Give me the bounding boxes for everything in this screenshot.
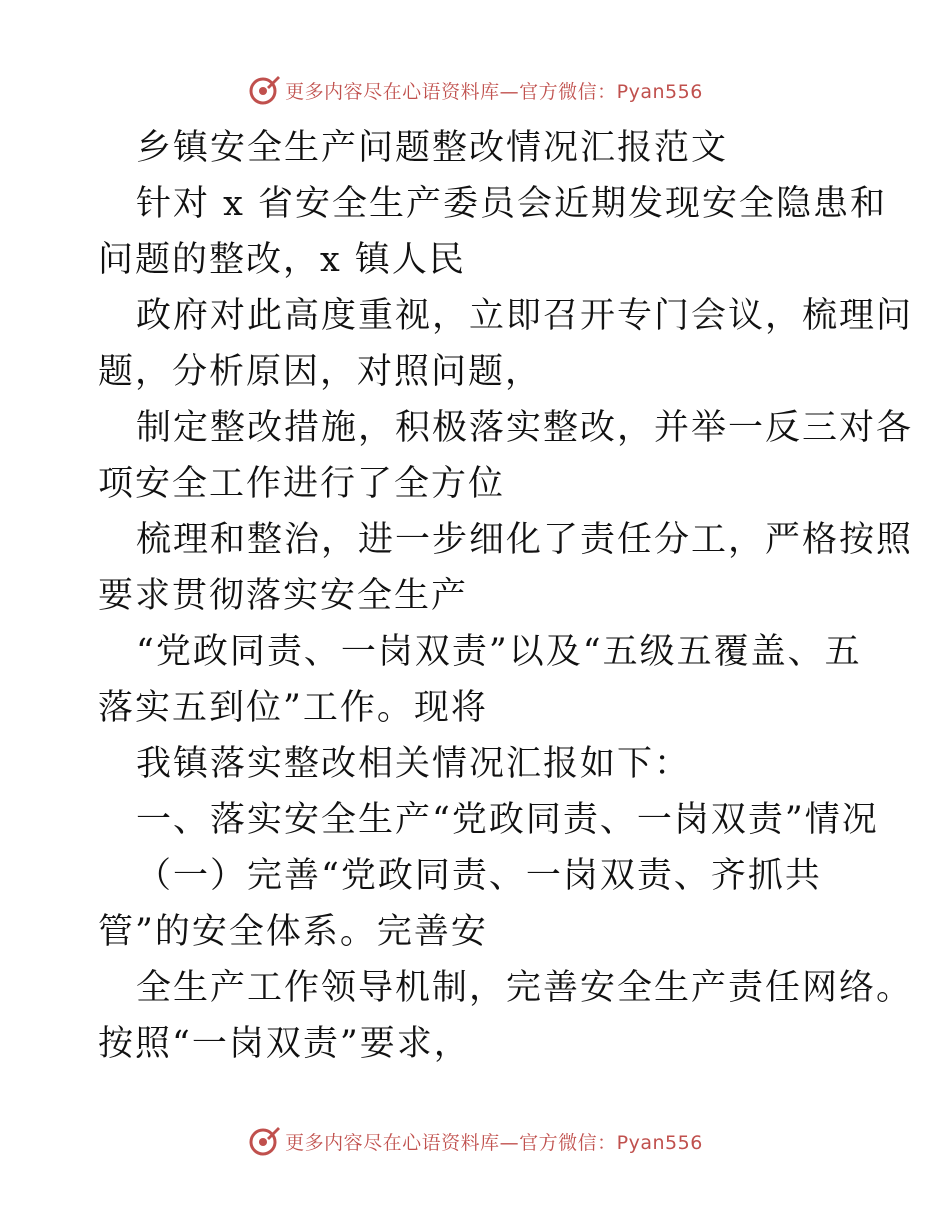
subsection-heading: （一）完善“党政同责、一岗双责、齐抓共	[136, 856, 822, 896]
header-watermark	[0, 70, 950, 110]
pen-logo-icon	[247, 73, 281, 107]
paragraph-line: 全生产工作领导机制，完善安全生产责任网络。	[136, 968, 914, 1008]
paragraph-line: 项安全工作进行了全方位	[98, 464, 506, 504]
paragraph-line: 要求贯彻落实安全生产	[98, 576, 469, 616]
paragraph-line: 落实五到位”工作。现将	[98, 688, 488, 728]
watermark-text: 更多内容尽在心语资料库—官方微信：Pyan556	[285, 80, 703, 103]
paragraph-line: 政府对此高度重视，立即召开专门会议，梳理问	[136, 296, 914, 336]
section-heading: 一、落实安全生产“党政同责、一岗双责”情况	[136, 800, 879, 840]
paragraph-line: 题，分析原因，对照问题，	[98, 352, 543, 392]
paragraph-line: 梳理和整治，进一步细化了责任分工，严格按照	[136, 520, 914, 560]
paragraph-line: 制定整改措施，积极落实整改，并举一反三对各	[136, 408, 914, 448]
watermark-text: 更多内容尽在心语资料库—官方微信：Pyan556	[285, 1131, 703, 1154]
paragraph-line: 我镇落实整改相关情况汇报如下：	[136, 744, 692, 784]
paragraph-line: 针对 x 省安全生产委员会近期发现安全隐患和	[136, 184, 887, 224]
paragraph-line: 按照“一岗双责”要求，	[98, 1024, 471, 1064]
pen-logo-icon	[247, 1124, 281, 1158]
paragraph-line: 管”的安全体系。完善安	[98, 912, 488, 952]
document-title: 乡镇安全生产问题整改情况汇报范文	[136, 128, 729, 168]
paragraph-line: “党政同责、一岗双责”以及“五级五覆盖、五	[136, 632, 862, 672]
paragraph-line: 问题的整改，x 镇人民	[98, 240, 466, 280]
footer-watermark	[0, 1121, 950, 1161]
document-body	[98, 120, 914, 1072]
